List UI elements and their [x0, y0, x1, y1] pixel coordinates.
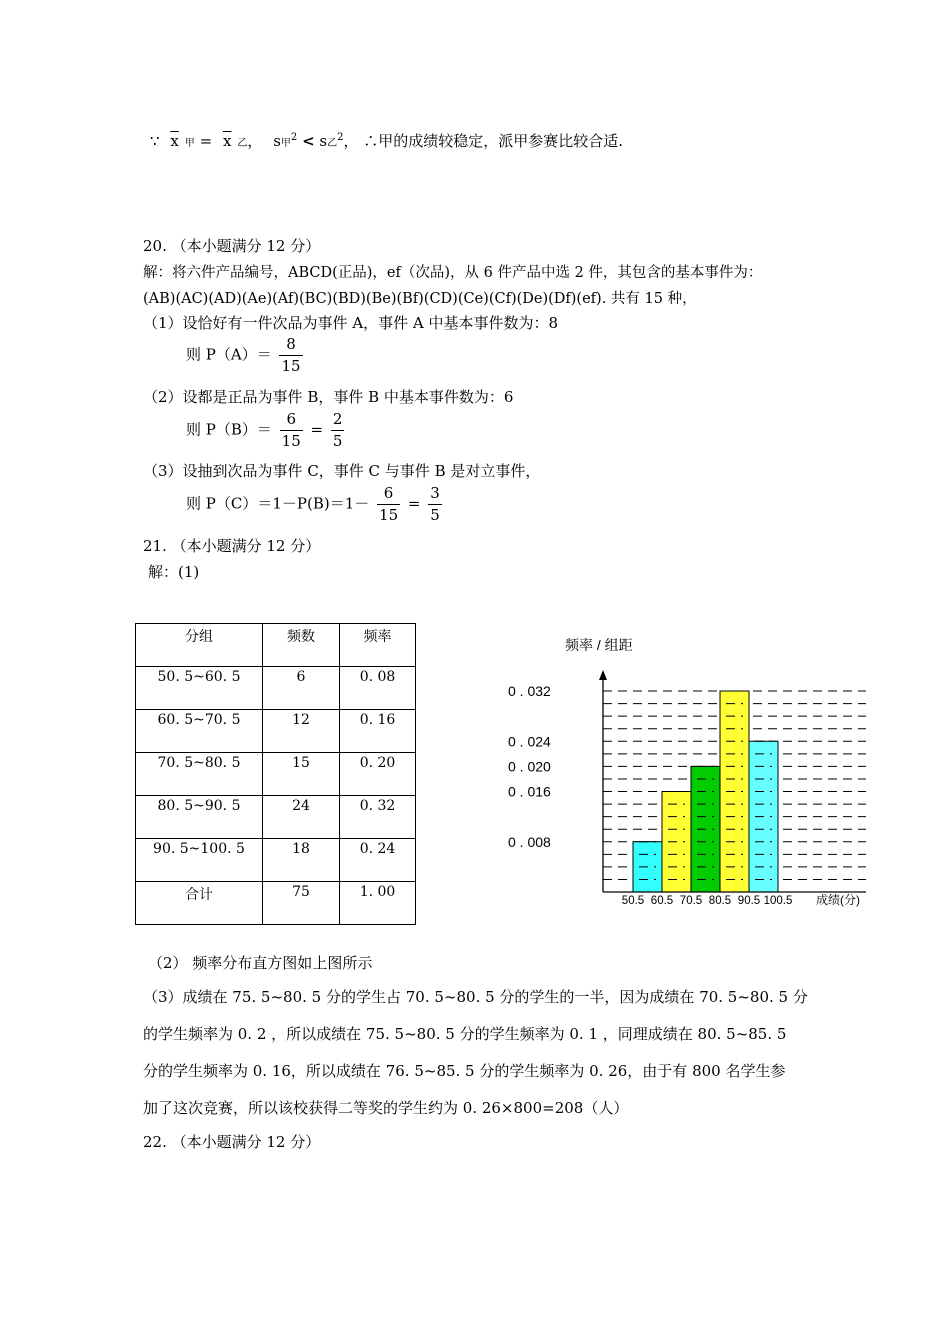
q21-header: 21. （本小题满分 12 分） [143, 537, 321, 555]
table-cell: 6 [263, 667, 340, 710]
q20-solution-line2: (AB)(AC)(AD)(Ae)(Af)(BC)(BD)(Be)(Bf)(CD)(Ce)(Cf)(De)(Df)(ef). 共有 15 种， [143, 291, 697, 307]
pb-denominator-2: 5 [332, 432, 343, 450]
table-row [136, 882, 416, 925]
table-row [136, 839, 416, 882]
pb-numerator-2: 2 [331, 412, 345, 431]
pa-fraction [279, 337, 302, 374]
xbar-jia: $\overline{x}$ [170, 132, 179, 150]
table-cell: 60. 5~70. 5 [136, 710, 263, 753]
x-tick-label: 90.5 [737, 895, 761, 907]
table-header-cell: 分组 [136, 624, 263, 667]
pc-prefix: 则 P（C）＝1－P(B)＝1－ [186, 494, 370, 513]
x-tick-label: 80.5 [708, 895, 732, 907]
table-row [136, 710, 416, 753]
pc-denominator-2: 5 [430, 506, 440, 524]
q21-solution: 解：(1) [148, 563, 200, 581]
table-cell: 24 [263, 796, 340, 839]
s-yi: s [319, 132, 328, 150]
table-cell: 90. 5~100. 5 [136, 839, 263, 882]
pc-equals: = [407, 494, 421, 513]
y-axis-label: 频率 / 组距 [565, 637, 633, 653]
s-jia: s [273, 132, 281, 150]
x-tick-label: 50.5 [621, 895, 645, 907]
q21-part3-line4: 加了这次竞赛，所以该校获得二等奖的学生约为 0. 26×800=208（人） [143, 1099, 629, 1117]
q20-part1: （1）设恰好有一件次品为事件 A，事件 A 中基本事件数为：8 [143, 314, 559, 332]
x-tick-label: 70.5 [679, 895, 703, 907]
pb-prefix: 则 P（B）＝ [186, 420, 272, 439]
q21-part3-line3: 分的学生频率为 0. 16，所以成绩在 76. 5~85. 5 分的学生频率为 0. 26，由于有 800 名学生参 [143, 1062, 786, 1080]
table-cell: 0. 20 [340, 753, 416, 796]
q20-header: 20. （本小题满分 12 分） [143, 237, 321, 255]
sup-2b: 2 [337, 132, 344, 143]
q22-header: 22. （本小题满分 12 分） [143, 1133, 321, 1151]
less-than: < [302, 132, 315, 150]
x-tick-label: 60.5 [650, 895, 674, 907]
y-tick-label: 0 . 020 [508, 758, 551, 775]
pc-numerator-1: 6 [377, 486, 400, 505]
q19-conclusion [150, 130, 623, 151]
q20-solution-line1: 解：将六件产品编号，ABCD(正品)，ef（次品)，从 6 件产品中选 2 件，其包含的基本事件为： [143, 265, 763, 281]
table-cell: 0. 08 [340, 667, 416, 710]
table-cell: 1. 00 [340, 882, 416, 925]
pb-equals: = [310, 420, 324, 439]
x-tick-label: 100.5 [763, 895, 793, 907]
sub-yi: 乙 [237, 138, 248, 149]
table-header-cell: 频率 [340, 624, 416, 667]
table-cell: 18 [263, 839, 340, 882]
pc-fraction-1 [377, 486, 400, 523]
q21-part3-line1: （3）成绩在 75. 5~80. 5 分的学生占 70. 5~80. 5 分的学生的一半，因为成绩在 70. 5~80. 5 分 [143, 988, 808, 1006]
comma-2: ， [343, 132, 359, 150]
x-tick-labels [622, 895, 793, 907]
q20-pa-line [186, 337, 306, 374]
xbar-yi: $\overline{x}$ [222, 132, 232, 150]
y-tick-label: 0 . 024 [508, 733, 551, 750]
equals-sign: = [199, 132, 213, 150]
table-cell: 0. 24 [340, 839, 416, 882]
table-cell: 70. 5~80. 5 [136, 753, 263, 796]
q20-part3: （3）设抽到次品为事件 C，事件 C 与事件 B 是对立事件， [143, 462, 541, 480]
table-cell: 12 [263, 710, 340, 753]
q21-part3-line2: 的学生频率为 0. 2 ，所以成绩在 75. 5~80. 5 分的学生频率为 0. 1 ，同理成绩在 80. 5~85. 5 [143, 1025, 787, 1043]
y-tick-label: 0 . 008 [508, 833, 551, 850]
table-cell: 80. 5~90. 5 [136, 796, 263, 839]
pc-fraction-2 [428, 486, 442, 523]
q20-pb-line [186, 412, 347, 449]
pc-numerator-2: 3 [428, 486, 442, 505]
y-axis-arrow-icon [599, 670, 607, 680]
pc-denominator-1: 15 [379, 506, 399, 524]
pa-prefix: 则 P（A）＝ [186, 345, 272, 364]
pb-fraction-1 [280, 412, 303, 449]
table-row [136, 796, 416, 839]
sub-jia-2: 甲 [280, 138, 291, 149]
pb-fraction-2 [331, 412, 345, 449]
y-tick-label: 0 . 032 [508, 683, 551, 699]
because-symbol: ∵ [150, 132, 160, 150]
q21-part2: （2） 频率分布直方图如上图所示 [148, 954, 373, 972]
table-header-row [136, 624, 416, 667]
pb-numerator-1: 6 [280, 412, 303, 431]
table-cell: 合计 [136, 882, 263, 925]
table-cell: 50. 5~60. 5 [136, 667, 263, 710]
table-row [136, 753, 416, 796]
y-tick-labels [508, 683, 551, 850]
sub-yi-2: 乙 [327, 138, 338, 149]
pa-numerator: 8 [279, 337, 302, 356]
frequency-table [135, 623, 416, 925]
table-header-cell: 频数 [263, 624, 340, 667]
x-axis-label: 成绩(分) [816, 893, 860, 907]
q20-pc-line [186, 486, 445, 523]
comma: ， [247, 132, 263, 150]
table-row [136, 667, 416, 710]
conclusion-text: ∴甲的成绩较稳定，派甲参赛比较合适. [363, 132, 624, 150]
table-cell: 75 [263, 882, 340, 925]
sub-jia: 甲 [184, 138, 195, 149]
y-tick-label: 0 . 016 [508, 783, 551, 800]
q20-part2: （2）设都是正品为事件 B，事件 B 中基本事件数为：6 [143, 388, 514, 406]
pb-denominator-1: 15 [281, 432, 301, 450]
sup-2: 2 [290, 132, 298, 143]
pa-denominator: 15 [281, 357, 301, 375]
table-cell: 0. 16 [340, 710, 416, 753]
frequency-histogram [490, 630, 890, 920]
table-cell: 15 [263, 753, 340, 796]
table-cell: 0. 32 [340, 796, 416, 839]
